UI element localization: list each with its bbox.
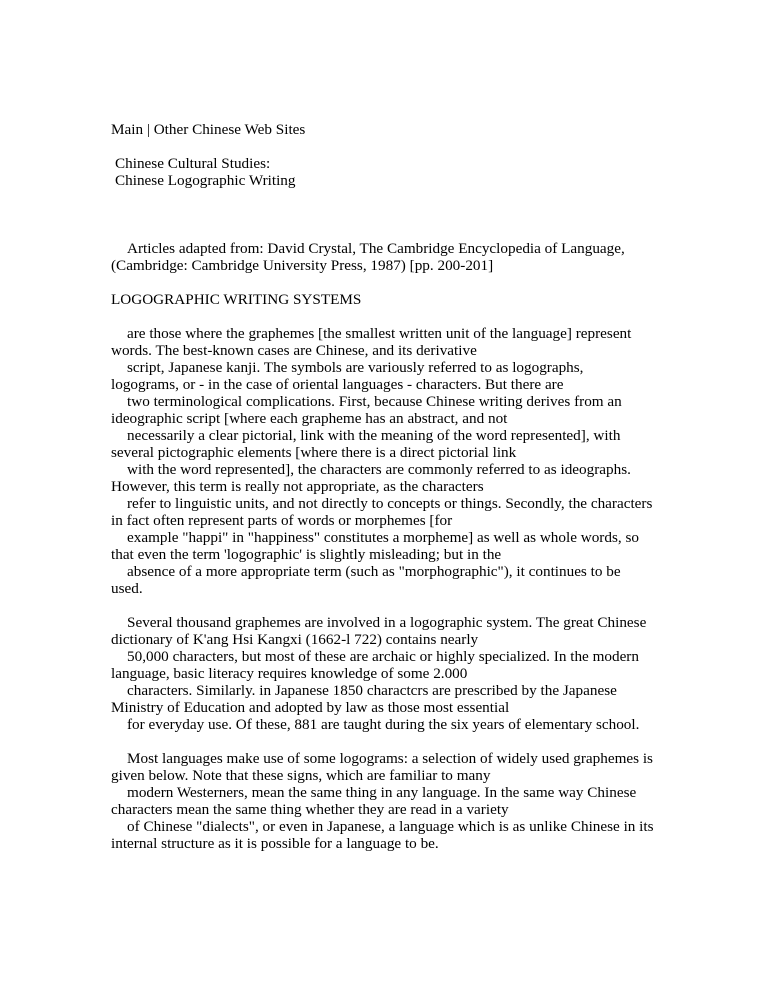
other-chinese-sites-link[interactable]: Other Chinese Web Sites [153,121,306,138]
paragraph-line: of Chinese "dialects", or even in Japanese, a language which is as unlike Chinese in its [127,818,654,835]
paragraph-line: with the word represented], the characters are commonly referred to as ideographs. [127,461,631,478]
paragraph-line: refer to linguistic units, and not directly to concepts or things. Secondly, the characters [127,495,653,512]
paragraph-line: Most languages make use of some logograms: a selection of widely used graphemes is [127,750,653,767]
paragraph-line: used. [111,580,143,597]
main-link[interactable]: Main [111,121,144,138]
paragraph-line: logograms, or - in the case of oriental languages - characters. But there are [111,376,564,393]
paragraph-line: words. The best-known cases are Chinese, and its derivative [111,342,477,359]
paragraph-line: dictionary of K'ang Hsi Kangxi (1662-l 722) contains nearly [111,631,479,648]
paragraph-line: characters mean the same thing whether they are read in a variety [111,801,509,818]
source-citation-line-1: Articles adapted from: David Crystal, The Cambridge Encyclopedia of Language, [127,240,625,257]
paragraph-line: Several thousand graphemes are involved in a logographic system. The great Chinese [127,614,647,631]
paragraph-line: given below. Note that these signs, which are familiar to many [111,767,491,784]
paragraph-line: ideographic script [where each grapheme has an abstract, and not [111,410,508,427]
paragraph-line: are those where the graphemes [the smallest written unit of the language] represent [127,325,632,342]
paragraph-line: two terminological complications. First, because Chinese writing derives from an [127,393,622,410]
source-citation-line-2: (Cambridge: Cambridge University Press, 1987) [pp. 200-201] [111,257,494,274]
paragraph-line: in fact often represent parts of words or morphemes [for [111,512,453,529]
paragraph-line: internal structure as it is possible for a language to be. [111,835,439,852]
paragraph-line: script, Japanese kanji. The symbols are variously referred to as logographs, [127,359,584,376]
page-heading-line-1: Chinese Cultural Studies: [115,155,271,172]
paragraph-line: 50,000 characters, but most of these are archaic or highly specialized. In the modern [127,648,639,665]
paragraph-line: example "happi" in "happiness" constitutes a morpheme] as well as whole words, so [127,529,639,546]
paragraph-line: absence of a more appropriate term (such as "morphographic"), it continues to be [127,563,621,580]
top-navigation [111,121,305,138]
paragraph-line: However, this term is really not appropriate, as the characters [111,478,484,495]
section-title: LOGOGRAPHIC WRITING SYSTEMS [111,291,362,308]
paragraph-line: modern Westerners, mean the same thing in any language. In the same way Chinese [127,784,637,801]
paragraph-line: characters. Similarly. in Japanese 1850 charactcrs are prescribed by the Japanese [127,682,617,699]
paragraph-line: for everyday use. Of these, 881 are taught during the six years of elementary school. [127,716,640,733]
page-heading-line-2: Chinese Logographic Writing [115,172,296,189]
paragraph-line: language, basic literacy requires knowledge of some 2.000 [111,665,468,682]
paragraph-line: necessarily a clear pictorial, link with the meaning of the word represented], with [127,427,621,444]
paragraph-line: Ministry of Education and adopted by law as those most essential [111,699,510,716]
nav-separator: | [143,121,154,138]
paragraph-line: that even the term 'logographic' is slightly misleading; but in the [111,546,502,563]
paragraph-line: several pictographic elements [where there is a direct pictorial link [111,444,517,461]
